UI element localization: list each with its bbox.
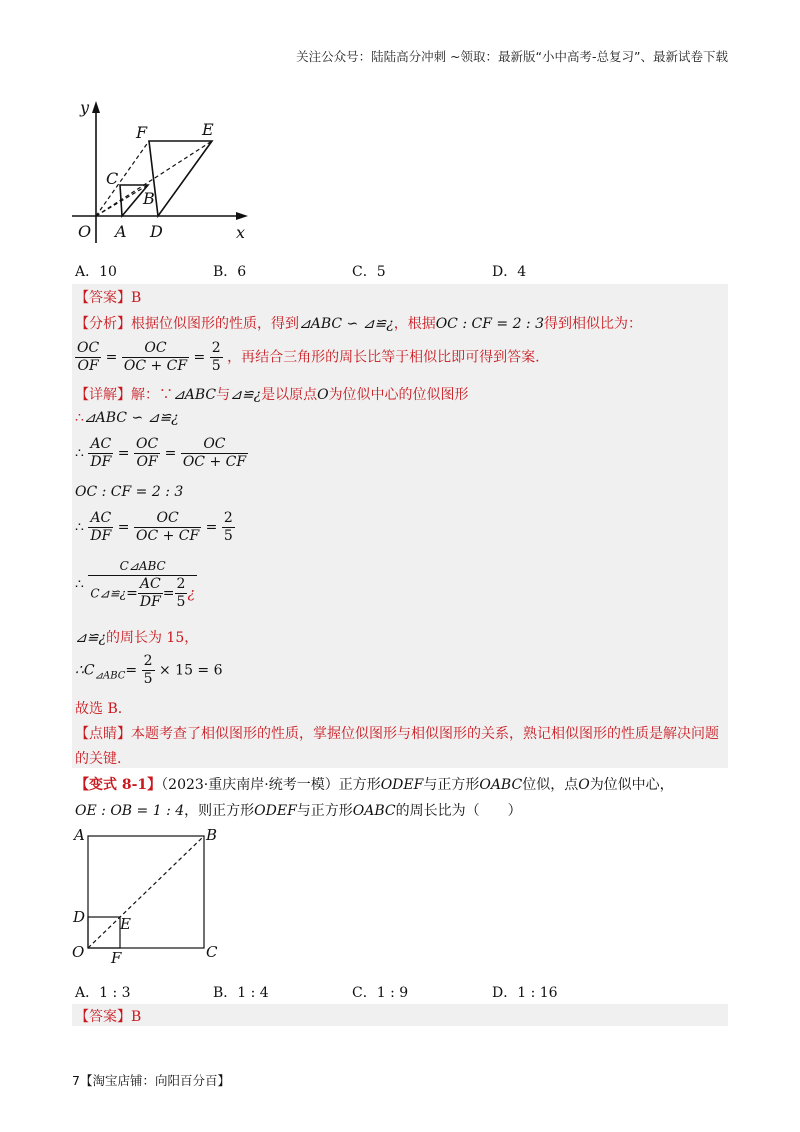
detail-choose: 故选 B. [75,701,123,717]
variant-line-1: 【变式 8-1】（2023·重庆南岸·统考一模）正方形ODEF与正方形OABC位似，点O为位似中心， [75,777,674,793]
label-d: D [150,222,163,241]
answer-line-2 [75,1006,141,1026]
variant-line-2: OE : OB = 1 : 4，则正方形ODEF与正方形OABC的周长比为（ ） [75,803,522,819]
dashed-ob [88,836,204,948]
label-c: C [206,943,218,961]
analysis-line: 【分析】根据位似图形的性质，得到⊿ABC ∽ ⊿≌¿，根据OC : CF = 2 : 3得到相似比为： [75,316,642,332]
detail-line-6: ∴ C⊿ABC C⊿≌¿= $\frac{AC}{DF}$ = $\frac{2}{5}$ ¿ [75,559,195,610]
detail-line-2: ∴⊿ABC ∽ ⊿≌¿ [75,410,179,426]
figure-1-coordinate-plot [70,95,255,245]
x-axis-arrow [236,212,248,220]
label-o: O [78,222,92,241]
option-a: A．10 [75,264,117,280]
answer-tag: 【答案】 [75,290,131,306]
answer-value-2: B [131,1009,142,1025]
option-a-2: A．1 : 3 [75,985,131,1001]
option-b-2: B．1 : 4 [213,985,269,1001]
label-o: O [72,943,85,961]
answer-block-2 [72,1004,728,1026]
label-e: E [202,120,214,139]
label-a: A [115,222,127,241]
comment-tag: 【点睛】 [75,726,131,742]
detail-line-3: ∴ $\frac{AC}{DF}$ = $\frac{OC}{OF}$ = $\frac{OC}{OC + CF}$ [75,436,247,470]
detail-line-4: OC : CF = 2 : 3 [75,484,184,500]
option-b: B．6 [213,264,247,280]
answer-line-1 [75,287,141,307]
variant-tag: 【变式 8-1】 [75,777,162,793]
page-footer: 7【淘宝店铺：向阳百分百】 [72,1073,230,1088]
dashed-of [96,141,149,216]
triangle-def [149,141,212,216]
answer-tag-2: 【答案】 [75,1009,131,1025]
page-header: 关注公众号：陆陆高分冲刺 ~领取：最新版“小中高考-总复习”、最新试卷下载 [296,49,728,64]
analysis-tag: 【分析】 [75,316,131,332]
option-d-2: D．1 : 16 [492,985,558,1001]
label-a: A [74,826,85,844]
option-d: D．4 [492,264,527,280]
label-e: E [120,915,131,933]
label-y: y [80,98,90,117]
analysis-ratio-line: $\frac{OC}{OF}$ = $\frac{OC}{OC + CF}$ = $\frac{2}{5}$ ，再结合三角形的周长比等于相似比即可得到答案. [77,340,540,374]
option-c-2: C．1 : 9 [352,985,409,1001]
comment-line-2: 的关键. [75,751,122,767]
label-d: D [73,908,86,926]
label-c: C [106,169,119,188]
detail-line-1: 【详解】解：∵⊿ABC与⊿≌¿是以原点O为位似中心的位似图形 [75,387,469,403]
label-b: B [143,189,155,208]
label-f: F [136,123,148,142]
detail-line-7: ⊿≌¿的周长为 15， [75,630,199,646]
detail-line-8: $\therefore C_{⊿ABC}=$ $\frac{2}{5}$ × 15 = 6 [75,653,223,687]
figure-2-squares [70,826,230,966]
label-x: x [236,223,246,242]
y-axis-arrow [92,101,100,113]
label-b: B [206,826,218,844]
label-f: F [111,949,122,966]
detail-tag: 【详解】 [75,387,131,403]
option-c: C．5 [352,264,386,280]
detail-line-5: ∴ $\frac{AC}{DF}$ = $\frac{OC}{OC + CF}$ = $\frac{2}{5}$ [75,510,233,544]
answer-value: B [131,290,142,306]
comment-line-1: 【点睛】本题考查了相似图形的性质，掌握位似图形与相似图形的关系，熟记相似图形的性质是解决问题 [75,726,719,742]
